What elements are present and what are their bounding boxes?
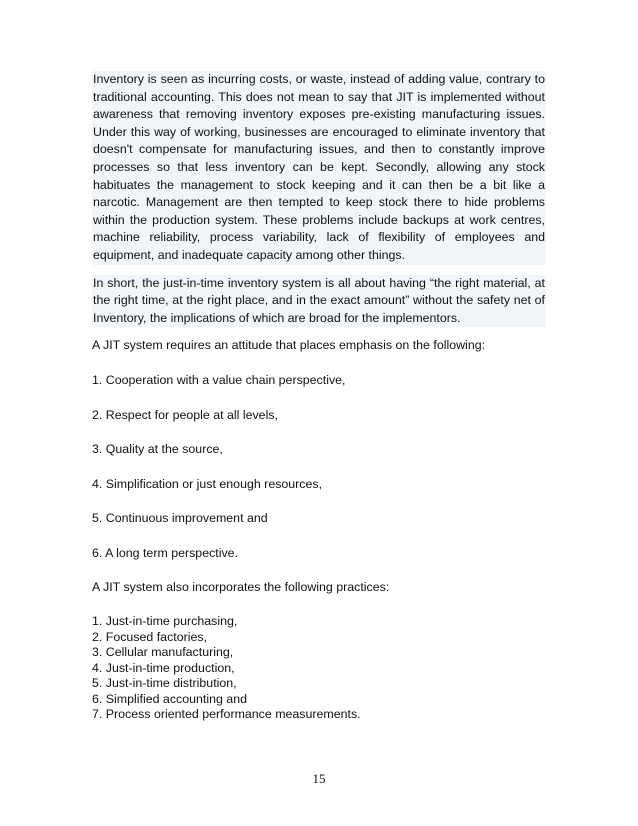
practice-item: 1. Just-in-time purchasing, xyxy=(92,614,238,629)
attitude-intro: A JIT system requires an attitude that places emphasis on the following: xyxy=(92,338,486,353)
practices-list xyxy=(92,614,546,723)
spacer xyxy=(92,355,546,372)
page-content xyxy=(92,71,546,723)
attitude-item: 5. Continuous improvement and xyxy=(92,511,268,526)
spacer xyxy=(92,327,546,337)
practice-item: 3. Cellular manufacturing, xyxy=(92,645,234,660)
practice-item: 5. Just-in-time distribution, xyxy=(92,676,237,691)
intro-paragraph: Inventory is seen as incurring costs, or waste, instead of adding value, contrary to traditional accounting. This does not mean to say that JIT is implemented without awareness that removing inventory exposes pre-existing manufacturing issues. Under this way of working, businesses are encouraged to eliminate inventory that doesn't compensate for manufacturing issues, and then to constantly improve processes so that less inventory can be kept. Secondly, allowing any stock habituates the management to stock keeping and it can then be a bit like a narcotic. Management are then tempted to keep stock there to hide problems within the production system. These problems include backups at work centres, machine reliability, process variability, lack of flexibility of employees and equipment, and inadequate capacity among other things. xyxy=(92,71,546,265)
spacer xyxy=(92,562,546,579)
practice-item: 6. Simplified accounting and xyxy=(92,691,247,706)
attitude-item: 6. A long term perspective. xyxy=(92,545,239,560)
spacer xyxy=(92,390,546,407)
spacer xyxy=(92,493,546,510)
attitude-item: 3. Quality at the source, xyxy=(92,442,223,457)
spacer xyxy=(92,459,546,476)
attitude-item: 1. Cooperation with a value chain perspective, xyxy=(92,372,346,387)
summary-paragraph: In short, the just-in-time inventory system is all about having “the right material, at the right time, at the right place, and in the exact amount” without the safety net of Inventory, the implications of which are broad for the implementors. xyxy=(92,275,546,328)
attitude-item: 4. Simplification or just enough resources, xyxy=(92,476,323,491)
practice-item: 4. Just-in-time production, xyxy=(92,660,235,675)
spacer xyxy=(92,528,546,545)
practice-item: 7. Process oriented performance measurements. xyxy=(92,707,361,722)
spacer xyxy=(92,265,546,275)
spacer xyxy=(92,597,546,614)
attitude-item: 2. Respect for people at all levels, xyxy=(92,407,278,422)
practice-item: 2. Focused factories, xyxy=(92,629,208,644)
attitude-list xyxy=(92,372,546,563)
spacer xyxy=(92,424,546,441)
page-number: 15 xyxy=(312,771,326,786)
practices-intro: A JIT system also incorporates the following practices: xyxy=(92,580,390,595)
